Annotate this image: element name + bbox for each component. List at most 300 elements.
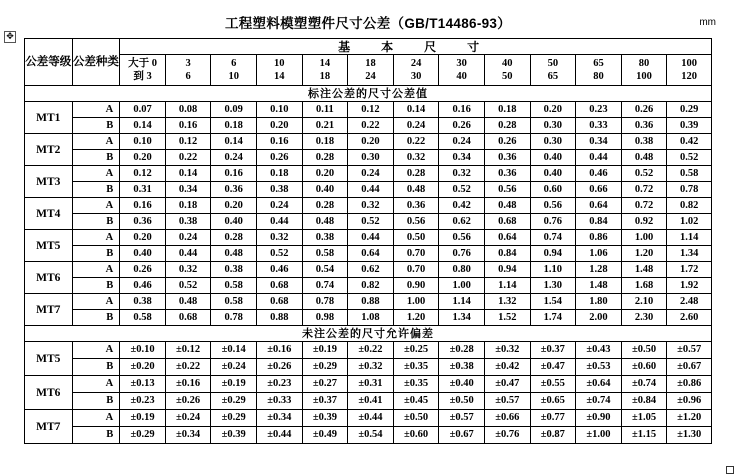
value-cell: 0.38 — [165, 214, 211, 230]
value-cell: 0.58 — [302, 246, 348, 262]
value-cell: ±0.23 — [257, 376, 303, 393]
table-row — [25, 102, 712, 118]
value-cell: 0.28 — [302, 150, 348, 166]
value-cell: 1.52 — [484, 310, 530, 326]
value-cell: 0.12 — [120, 166, 166, 182]
value-cell: 0.11 — [302, 102, 348, 118]
value-cell: ±0.20 — [120, 359, 166, 376]
value-cell: ±0.34 — [257, 410, 303, 427]
type-cell: B — [72, 278, 120, 294]
range-upper: 30 — [410, 71, 422, 82]
value-cell: ±0.43 — [576, 342, 622, 359]
value-cell: ±0.29 — [211, 393, 257, 410]
table-row — [25, 150, 712, 166]
value-cell: 1.00 — [439, 278, 485, 294]
value-cell: 0.72 — [621, 182, 667, 198]
table-row — [25, 134, 712, 150]
range-header-cell — [120, 55, 166, 86]
type-cell: B — [72, 310, 120, 326]
value-cell: 0.24 — [393, 118, 439, 134]
value-cell: 0.39 — [667, 118, 712, 134]
table-row — [25, 342, 712, 359]
range-upper: 18 — [319, 71, 331, 82]
range-header-cell — [211, 55, 257, 86]
grade-cell: MT7 — [25, 294, 73, 326]
value-cell: 0.70 — [393, 262, 439, 278]
table-row — [25, 262, 712, 278]
value-cell: ±0.12 — [165, 342, 211, 359]
value-cell: ±0.25 — [393, 342, 439, 359]
value-cell: 0.26 — [621, 102, 667, 118]
value-cell: 0.28 — [302, 198, 348, 214]
range-upper: 120 — [681, 71, 698, 82]
value-cell: 0.48 — [302, 214, 348, 230]
value-cell: 0.78 — [667, 182, 712, 198]
header-row-1 — [25, 39, 712, 55]
value-cell: 0.08 — [165, 102, 211, 118]
table-row — [25, 376, 712, 393]
value-cell: 1.14 — [667, 230, 712, 246]
value-cell: 1.74 — [530, 310, 576, 326]
section-title-row — [25, 86, 712, 102]
value-cell: 0.70 — [393, 246, 439, 262]
value-cell: 0.36 — [120, 214, 166, 230]
value-cell: ±0.32 — [484, 342, 530, 359]
value-cell: 0.84 — [484, 246, 530, 262]
value-cell: 0.36 — [484, 166, 530, 182]
value-cell: ±1.15 — [621, 427, 667, 444]
value-cell: ±0.96 — [667, 393, 712, 410]
value-cell: 0.32 — [257, 230, 303, 246]
type-cell: A — [72, 410, 120, 427]
value-cell: 1.00 — [621, 230, 667, 246]
value-cell: 0.44 — [257, 214, 303, 230]
value-cell: 0.52 — [348, 214, 394, 230]
type-cell: A — [72, 342, 120, 359]
range-lower: 100 — [681, 58, 698, 69]
value-cell: 0.82 — [348, 278, 394, 294]
type-cell: B — [72, 359, 120, 376]
value-cell: 0.46 — [120, 278, 166, 294]
value-cell: 0.12 — [165, 134, 211, 150]
value-cell: ±0.24 — [211, 359, 257, 376]
value-cell: 0.88 — [257, 310, 303, 326]
value-cell: 0.46 — [576, 166, 622, 182]
value-cell: 1.72 — [667, 262, 712, 278]
value-cell: 0.09 — [211, 102, 257, 118]
grade-cell: MT2 — [25, 134, 73, 166]
value-cell: 0.28 — [484, 118, 530, 134]
value-cell: 0.10 — [120, 134, 166, 150]
table-row — [25, 359, 712, 376]
value-cell: 0.30 — [530, 118, 576, 134]
value-cell: 0.28 — [211, 230, 257, 246]
value-cell: ±0.39 — [302, 410, 348, 427]
value-cell: 0.32 — [439, 166, 485, 182]
value-cell: 0.98 — [302, 310, 348, 326]
value-cell: 1.48 — [621, 262, 667, 278]
table-row — [25, 166, 712, 182]
value-cell: 0.21 — [302, 118, 348, 134]
unit-label: mm — [699, 17, 716, 28]
value-cell: 0.24 — [257, 198, 303, 214]
value-cell: ±0.53 — [576, 359, 622, 376]
range-header-cell — [348, 55, 394, 86]
value-cell: ±0.40 — [439, 376, 485, 393]
value-cell: ±0.23 — [120, 393, 166, 410]
value-cell: ±0.26 — [165, 393, 211, 410]
tolerance-table — [24, 38, 712, 444]
value-cell: 0.48 — [621, 150, 667, 166]
value-cell: 1.34 — [439, 310, 485, 326]
value-cell: ±0.87 — [530, 427, 576, 444]
value-cell: 0.38 — [120, 294, 166, 310]
value-cell: 0.64 — [484, 230, 530, 246]
value-cell: 0.26 — [484, 134, 530, 150]
value-cell: 1.06 — [576, 246, 622, 262]
value-cell: 0.54 — [302, 262, 348, 278]
table-resize-handle-icon[interactable] — [726, 466, 734, 474]
type-cell: B — [72, 150, 120, 166]
grade-cell: MT3 — [25, 166, 73, 198]
value-cell: 1.80 — [576, 294, 622, 310]
value-cell: 0.52 — [621, 166, 667, 182]
type-cell: A — [72, 198, 120, 214]
value-cell: ±0.35 — [393, 376, 439, 393]
range-upper: 100 — [636, 71, 652, 82]
value-cell: 1.28 — [576, 262, 622, 278]
value-cell: 0.38 — [211, 262, 257, 278]
value-cell: 0.24 — [211, 150, 257, 166]
value-cell: ±0.35 — [393, 359, 439, 376]
value-cell: ±0.29 — [302, 359, 348, 376]
value-cell: 0.48 — [211, 246, 257, 262]
value-cell: 0.86 — [576, 230, 622, 246]
type-cell: A — [72, 102, 120, 118]
value-cell: ±0.57 — [439, 410, 485, 427]
value-cell: ±0.74 — [621, 376, 667, 393]
value-cell: 0.38 — [302, 230, 348, 246]
value-cell: 0.24 — [165, 230, 211, 246]
table-row — [25, 182, 712, 198]
value-cell: 0.58 — [211, 278, 257, 294]
range-lower: 18 — [365, 58, 376, 69]
value-cell: 0.30 — [348, 150, 394, 166]
value-cell: 0.28 — [393, 166, 439, 182]
value-cell: ±0.29 — [211, 410, 257, 427]
value-cell: 0.44 — [165, 246, 211, 262]
value-cell: 0.84 — [576, 214, 622, 230]
value-cell: 0.36 — [393, 198, 439, 214]
value-cell: 0.40 — [530, 150, 576, 166]
value-cell: ±0.19 — [302, 342, 348, 359]
value-cell: 0.14 — [211, 134, 257, 150]
table-row — [25, 118, 712, 134]
value-cell: 0.16 — [257, 134, 303, 150]
value-cell: 0.26 — [439, 118, 485, 134]
value-cell: 0.80 — [439, 262, 485, 278]
range-upper: 50 — [502, 71, 513, 82]
range-upper: 到 3 — [133, 71, 152, 82]
value-cell: ±0.57 — [667, 342, 712, 359]
range-header-cell — [484, 55, 530, 86]
value-cell: ±0.42 — [484, 359, 530, 376]
range-lower: 50 — [547, 58, 559, 69]
value-cell: 1.14 — [484, 278, 530, 294]
value-cell: 1.68 — [621, 278, 667, 294]
range-header-cell — [621, 55, 667, 86]
value-cell: ±0.57 — [484, 393, 530, 410]
type-cell: B — [72, 246, 120, 262]
value-cell: ±0.44 — [257, 427, 303, 444]
value-cell: 0.38 — [257, 182, 303, 198]
value-cell: ±0.37 — [302, 393, 348, 410]
document-title: 工程塑料模塑塑件尺寸公差（GB/T14486-93） — [224, 16, 512, 31]
value-cell: 0.58 — [667, 166, 712, 182]
table-row — [25, 246, 712, 262]
value-cell: 0.94 — [530, 246, 576, 262]
type-cell: A — [72, 294, 120, 310]
value-cell: 0.74 — [530, 230, 576, 246]
table-row — [25, 410, 712, 427]
value-cell: 0.31 — [120, 182, 166, 198]
value-cell: 0.78 — [211, 310, 257, 326]
value-cell: 0.48 — [484, 198, 530, 214]
value-cell: 1.08 — [348, 310, 394, 326]
value-cell: 0.20 — [120, 150, 166, 166]
value-cell: 1.20 — [393, 310, 439, 326]
section-title: 标注公差的尺寸公差值 — [25, 86, 712, 102]
value-cell: 0.82 — [667, 198, 712, 214]
table-row — [25, 230, 712, 246]
table-row — [25, 214, 712, 230]
value-cell: 0.32 — [348, 198, 394, 214]
range-header-cell — [393, 55, 439, 86]
grade-cell: MT6 — [25, 262, 73, 294]
value-cell: 1.30 — [530, 278, 576, 294]
value-cell: ±0.13 — [120, 376, 166, 393]
section-title-row — [25, 326, 712, 342]
value-cell: 2.60 — [667, 310, 712, 326]
value-cell: ±0.64 — [576, 376, 622, 393]
value-cell: ±0.66 — [484, 410, 530, 427]
value-cell: 0.46 — [257, 262, 303, 278]
range-header-cell — [257, 55, 303, 86]
range-lower: 3 — [185, 58, 191, 69]
value-cell: ±0.24 — [165, 410, 211, 427]
value-cell: 0.38 — [621, 134, 667, 150]
value-cell: ±0.38 — [439, 359, 485, 376]
value-cell: 0.22 — [393, 134, 439, 150]
value-cell: 0.58 — [120, 310, 166, 326]
value-cell: ±1.05 — [621, 410, 667, 427]
value-cell: 0.20 — [257, 118, 303, 134]
grade-cell: MT5 — [25, 230, 73, 262]
range-header-cell — [439, 55, 485, 86]
value-cell: ±0.16 — [165, 376, 211, 393]
value-cell: ±0.47 — [484, 376, 530, 393]
type-cell: B — [72, 393, 120, 410]
grade-cell: MT7 — [25, 410, 73, 444]
value-cell: 0.92 — [621, 214, 667, 230]
type-cell: B — [72, 214, 120, 230]
value-cell: 0.20 — [120, 230, 166, 246]
value-cell: 0.44 — [348, 182, 394, 198]
value-cell: 0.68 — [257, 278, 303, 294]
type-cell: A — [72, 134, 120, 150]
value-cell: 2.48 — [667, 294, 712, 310]
range-upper: 24 — [365, 71, 376, 82]
value-cell: 0.52 — [667, 150, 712, 166]
value-cell: ±0.84 — [621, 393, 667, 410]
value-cell: 0.14 — [165, 166, 211, 182]
value-cell: 0.60 — [530, 182, 576, 198]
range-upper: 6 — [185, 71, 191, 82]
value-cell: 0.10 — [257, 102, 303, 118]
value-cell: 0.74 — [302, 278, 348, 294]
value-cell: 0.76 — [530, 214, 576, 230]
value-cell: 0.16 — [439, 102, 485, 118]
value-cell: 0.33 — [576, 118, 622, 134]
range-lower: 80 — [638, 58, 650, 69]
value-cell: 0.14 — [393, 102, 439, 118]
value-cell: ±0.50 — [621, 342, 667, 359]
range-header-cell — [165, 55, 211, 86]
value-cell: 0.34 — [439, 150, 485, 166]
value-cell: 0.62 — [348, 262, 394, 278]
value-cell: ±0.32 — [348, 359, 394, 376]
value-cell: 0.18 — [302, 134, 348, 150]
value-cell: 1.32 — [484, 294, 530, 310]
value-cell: 0.50 — [393, 230, 439, 246]
value-cell: 0.29 — [667, 102, 712, 118]
value-cell: 0.22 — [348, 118, 394, 134]
value-cell: ±0.76 — [484, 427, 530, 444]
grade-cell: MT6 — [25, 376, 73, 410]
value-cell: 0.40 — [120, 246, 166, 262]
value-cell: ±0.22 — [348, 342, 394, 359]
value-cell: 0.32 — [165, 262, 211, 278]
value-cell: 0.72 — [621, 198, 667, 214]
value-cell: 1.54 — [530, 294, 576, 310]
value-cell: ±0.26 — [257, 359, 303, 376]
value-cell: 0.20 — [302, 166, 348, 182]
range-upper: 10 — [228, 71, 239, 82]
table-move-handle-icon[interactable]: ✥ — [4, 31, 16, 43]
value-cell: 0.36 — [621, 118, 667, 134]
value-cell: ±0.90 — [576, 410, 622, 427]
value-cell: ±0.28 — [439, 342, 485, 359]
value-cell: 0.16 — [211, 166, 257, 182]
value-cell: 0.18 — [484, 102, 530, 118]
value-cell: 0.52 — [257, 246, 303, 262]
value-cell: ±0.65 — [530, 393, 576, 410]
value-cell: 0.64 — [576, 198, 622, 214]
range-lower: 24 — [410, 58, 422, 69]
table-row — [25, 278, 712, 294]
value-cell: 0.20 — [211, 198, 257, 214]
range-upper: 14 — [274, 71, 285, 82]
value-cell: ±0.37 — [530, 342, 576, 359]
range-header-cell — [302, 55, 348, 86]
range-upper: 40 — [456, 71, 467, 82]
value-cell: 0.56 — [530, 198, 576, 214]
header-type-cell: 公差种类 — [72, 39, 120, 86]
value-cell: 0.24 — [348, 166, 394, 182]
value-cell: 0.42 — [439, 198, 485, 214]
range-lower: 大于 0 — [128, 58, 157, 69]
value-cell: ±0.10 — [120, 342, 166, 359]
value-cell: 0.78 — [302, 294, 348, 310]
header-grade-cell: 公差等级 — [25, 39, 73, 86]
value-cell: 0.68 — [165, 310, 211, 326]
value-cell: ±0.67 — [439, 427, 485, 444]
type-cell: A — [72, 230, 120, 246]
range-header-cell — [576, 55, 622, 86]
value-cell: 0.36 — [484, 150, 530, 166]
value-cell: ±0.39 — [211, 427, 257, 444]
value-cell: ±1.00 — [576, 427, 622, 444]
value-cell: 0.22 — [165, 150, 211, 166]
value-cell: 1.10 — [530, 262, 576, 278]
range-upper: 65 — [547, 71, 559, 82]
value-cell: 0.44 — [348, 230, 394, 246]
value-cell: ±0.60 — [393, 427, 439, 444]
range-header-cell — [530, 55, 576, 86]
value-cell: 0.62 — [439, 214, 485, 230]
table-row — [25, 310, 712, 326]
value-cell: 0.30 — [530, 134, 576, 150]
value-cell: 0.12 — [348, 102, 394, 118]
table-body — [25, 39, 712, 444]
range-lower: 65 — [593, 58, 604, 69]
value-cell: 1.34 — [667, 246, 712, 262]
value-cell: 1.02 — [667, 214, 712, 230]
value-cell: ±0.50 — [393, 410, 439, 427]
value-cell: 0.07 — [120, 102, 166, 118]
value-cell: 1.48 — [576, 278, 622, 294]
value-cell: 0.23 — [576, 102, 622, 118]
range-lower: 14 — [319, 58, 331, 69]
grade-cell: MT1 — [25, 102, 73, 134]
type-cell: A — [72, 166, 120, 182]
value-cell: 0.68 — [484, 214, 530, 230]
type-cell: A — [72, 262, 120, 278]
value-cell: 0.56 — [439, 230, 485, 246]
value-cell: ±0.54 — [348, 427, 394, 444]
value-cell: 0.18 — [211, 118, 257, 134]
value-cell: ±1.20 — [667, 410, 712, 427]
value-cell: 0.34 — [165, 182, 211, 198]
value-cell: 0.68 — [257, 294, 303, 310]
range-lower: 40 — [502, 58, 513, 69]
grade-cell: MT4 — [25, 198, 73, 230]
value-cell: ±0.41 — [348, 393, 394, 410]
value-cell: 0.66 — [576, 182, 622, 198]
value-cell: ±0.86 — [667, 376, 712, 393]
type-cell: A — [72, 376, 120, 393]
value-cell: 0.44 — [576, 150, 622, 166]
value-cell: ±0.45 — [393, 393, 439, 410]
value-cell: 1.14 — [439, 294, 485, 310]
value-cell: 1.20 — [621, 246, 667, 262]
value-cell: 0.48 — [165, 294, 211, 310]
value-cell: 0.26 — [120, 262, 166, 278]
value-cell: 2.00 — [576, 310, 622, 326]
header-basic-size: 基 本 尺 寸 — [120, 39, 712, 55]
value-cell: 0.48 — [393, 182, 439, 198]
value-cell: ±0.77 — [530, 410, 576, 427]
